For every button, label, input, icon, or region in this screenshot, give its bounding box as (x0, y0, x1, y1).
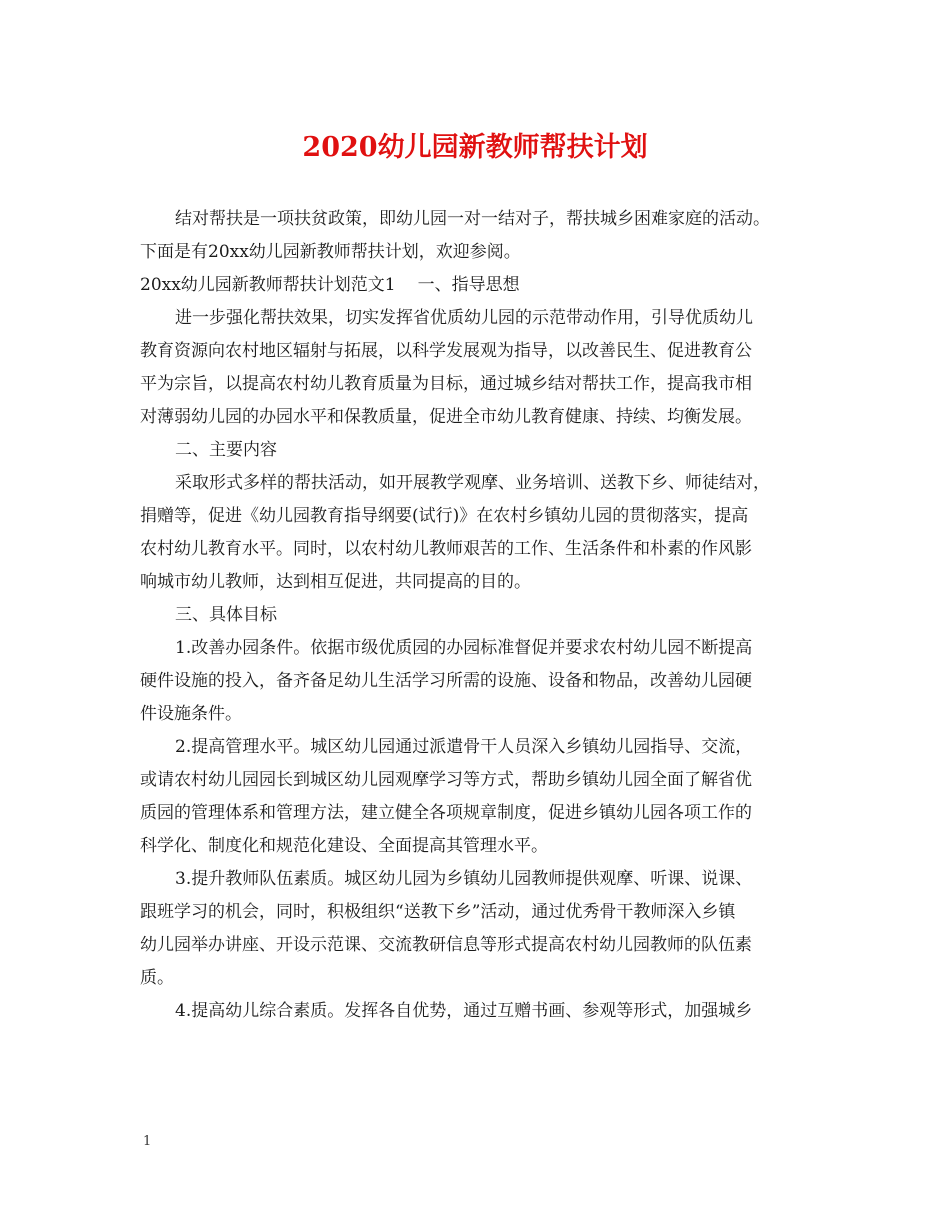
paragraph-line: 教育资源向农村地区辐射与拓展，以科学发展观为指导，以改善民生、促进教育公 (140, 341, 752, 361)
paragraph-line: 硬件设施的投入，备齐备足幼儿生活学习所需的设施、设备和物品，改善幼儿园硬 (140, 671, 752, 691)
paragraph-line: 质园的管理体系和管理方法，建立健全各项规章制度，促进乡镇幼儿园各项工作的 (140, 803, 752, 823)
paragraph-line: 质。 (140, 968, 174, 988)
paragraph-line: 捐赠等，促进《幼儿园教育指导纲要(试行)》在农村乡镇幼儿园的贯彻落实，提高 (140, 506, 749, 526)
section-heading: 一、指导思想 (417, 275, 520, 295)
paragraph-line: 农村幼儿教育水平。同时，以农村幼儿教师艰苦的工作、生活条件和朴素的作风影 (140, 539, 752, 559)
section-heading: 二、主要内容 (175, 440, 277, 460)
paragraph-line: 2.提高管理水平。城区幼儿园通过派遣骨干人员深入乡镇幼儿园指导、交流， (175, 737, 753, 757)
paragraph-line: 采取形式多样的帮扶活动，如开展教学观摩、业务培训、送教下乡、师徒结对， (175, 473, 770, 493)
paragraph-line: 4.提高幼儿综合素质。发挥各自优势，通过互赠书画、参观等形式，加强城乡 (175, 1001, 753, 1021)
section-heading: 三、具体目标 (175, 605, 277, 625)
document-title: 2020幼儿园新教师帮扶计划 (302, 132, 648, 163)
paragraph-line: 件设施条件。 (140, 704, 242, 724)
document-body (140, 203, 820, 1028)
page-number: 1 (143, 1134, 152, 1149)
paragraph-line: 进一步强化帮扶效果，切实发挥省优质幼儿园的示范带动作用，引导优质幼儿 (175, 308, 753, 328)
paragraph-line: 1.改善办园条件。依据市级优质园的办园标准督促并要求农村幼儿园不断提高 (175, 638, 753, 658)
paragraph-line: 响城市幼儿教师，达到相互促进，共同提高的目的。 (140, 572, 531, 592)
sample-heading-line (140, 269, 820, 302)
intro-paragraph-line: 下面是有20xx幼儿园新教师帮扶计划，欢迎参阅。 (140, 242, 521, 262)
paragraph-line: 幼儿园举办讲座、开设示范课、交流教研信息等形式提高农村幼儿园教师的队伍素 (140, 935, 752, 955)
paragraph-line: 或请农村幼儿园园长到城区幼儿园观摩学习等方式，帮助乡镇幼儿园全面了解省优 (140, 770, 752, 790)
paragraph-line: 对薄弱幼儿园的办园水平和保教质量，促进全市幼儿教育健康、持续、均衡发展。 (140, 407, 752, 427)
paragraph-line: 平为宗旨，以提高农村幼儿教育质量为目标，通过城乡结对帮扶工作，提高我市相 (140, 374, 752, 394)
paragraph-line: 跟班学习的机会，同时，积极组织“送教下乡”活动，通过优秀骨干教师深入乡镇 (140, 902, 736, 922)
sample-title: 20xx幼儿园新教师帮扶计划范文1 (140, 275, 396, 295)
paragraph-line: 3.提升教师队伍素质。城区幼儿园为乡镇幼儿园教师提供观摩、听课、说课、 (175, 869, 753, 889)
paragraph-line: 科学化、制度化和规范化建设、全面提高其管理水平。 (140, 836, 548, 856)
intro-paragraph-line: 结对帮扶是一项扶贫政策，即幼儿园一对一结对子，帮扶城乡困难家庭的活动。 (175, 209, 770, 229)
